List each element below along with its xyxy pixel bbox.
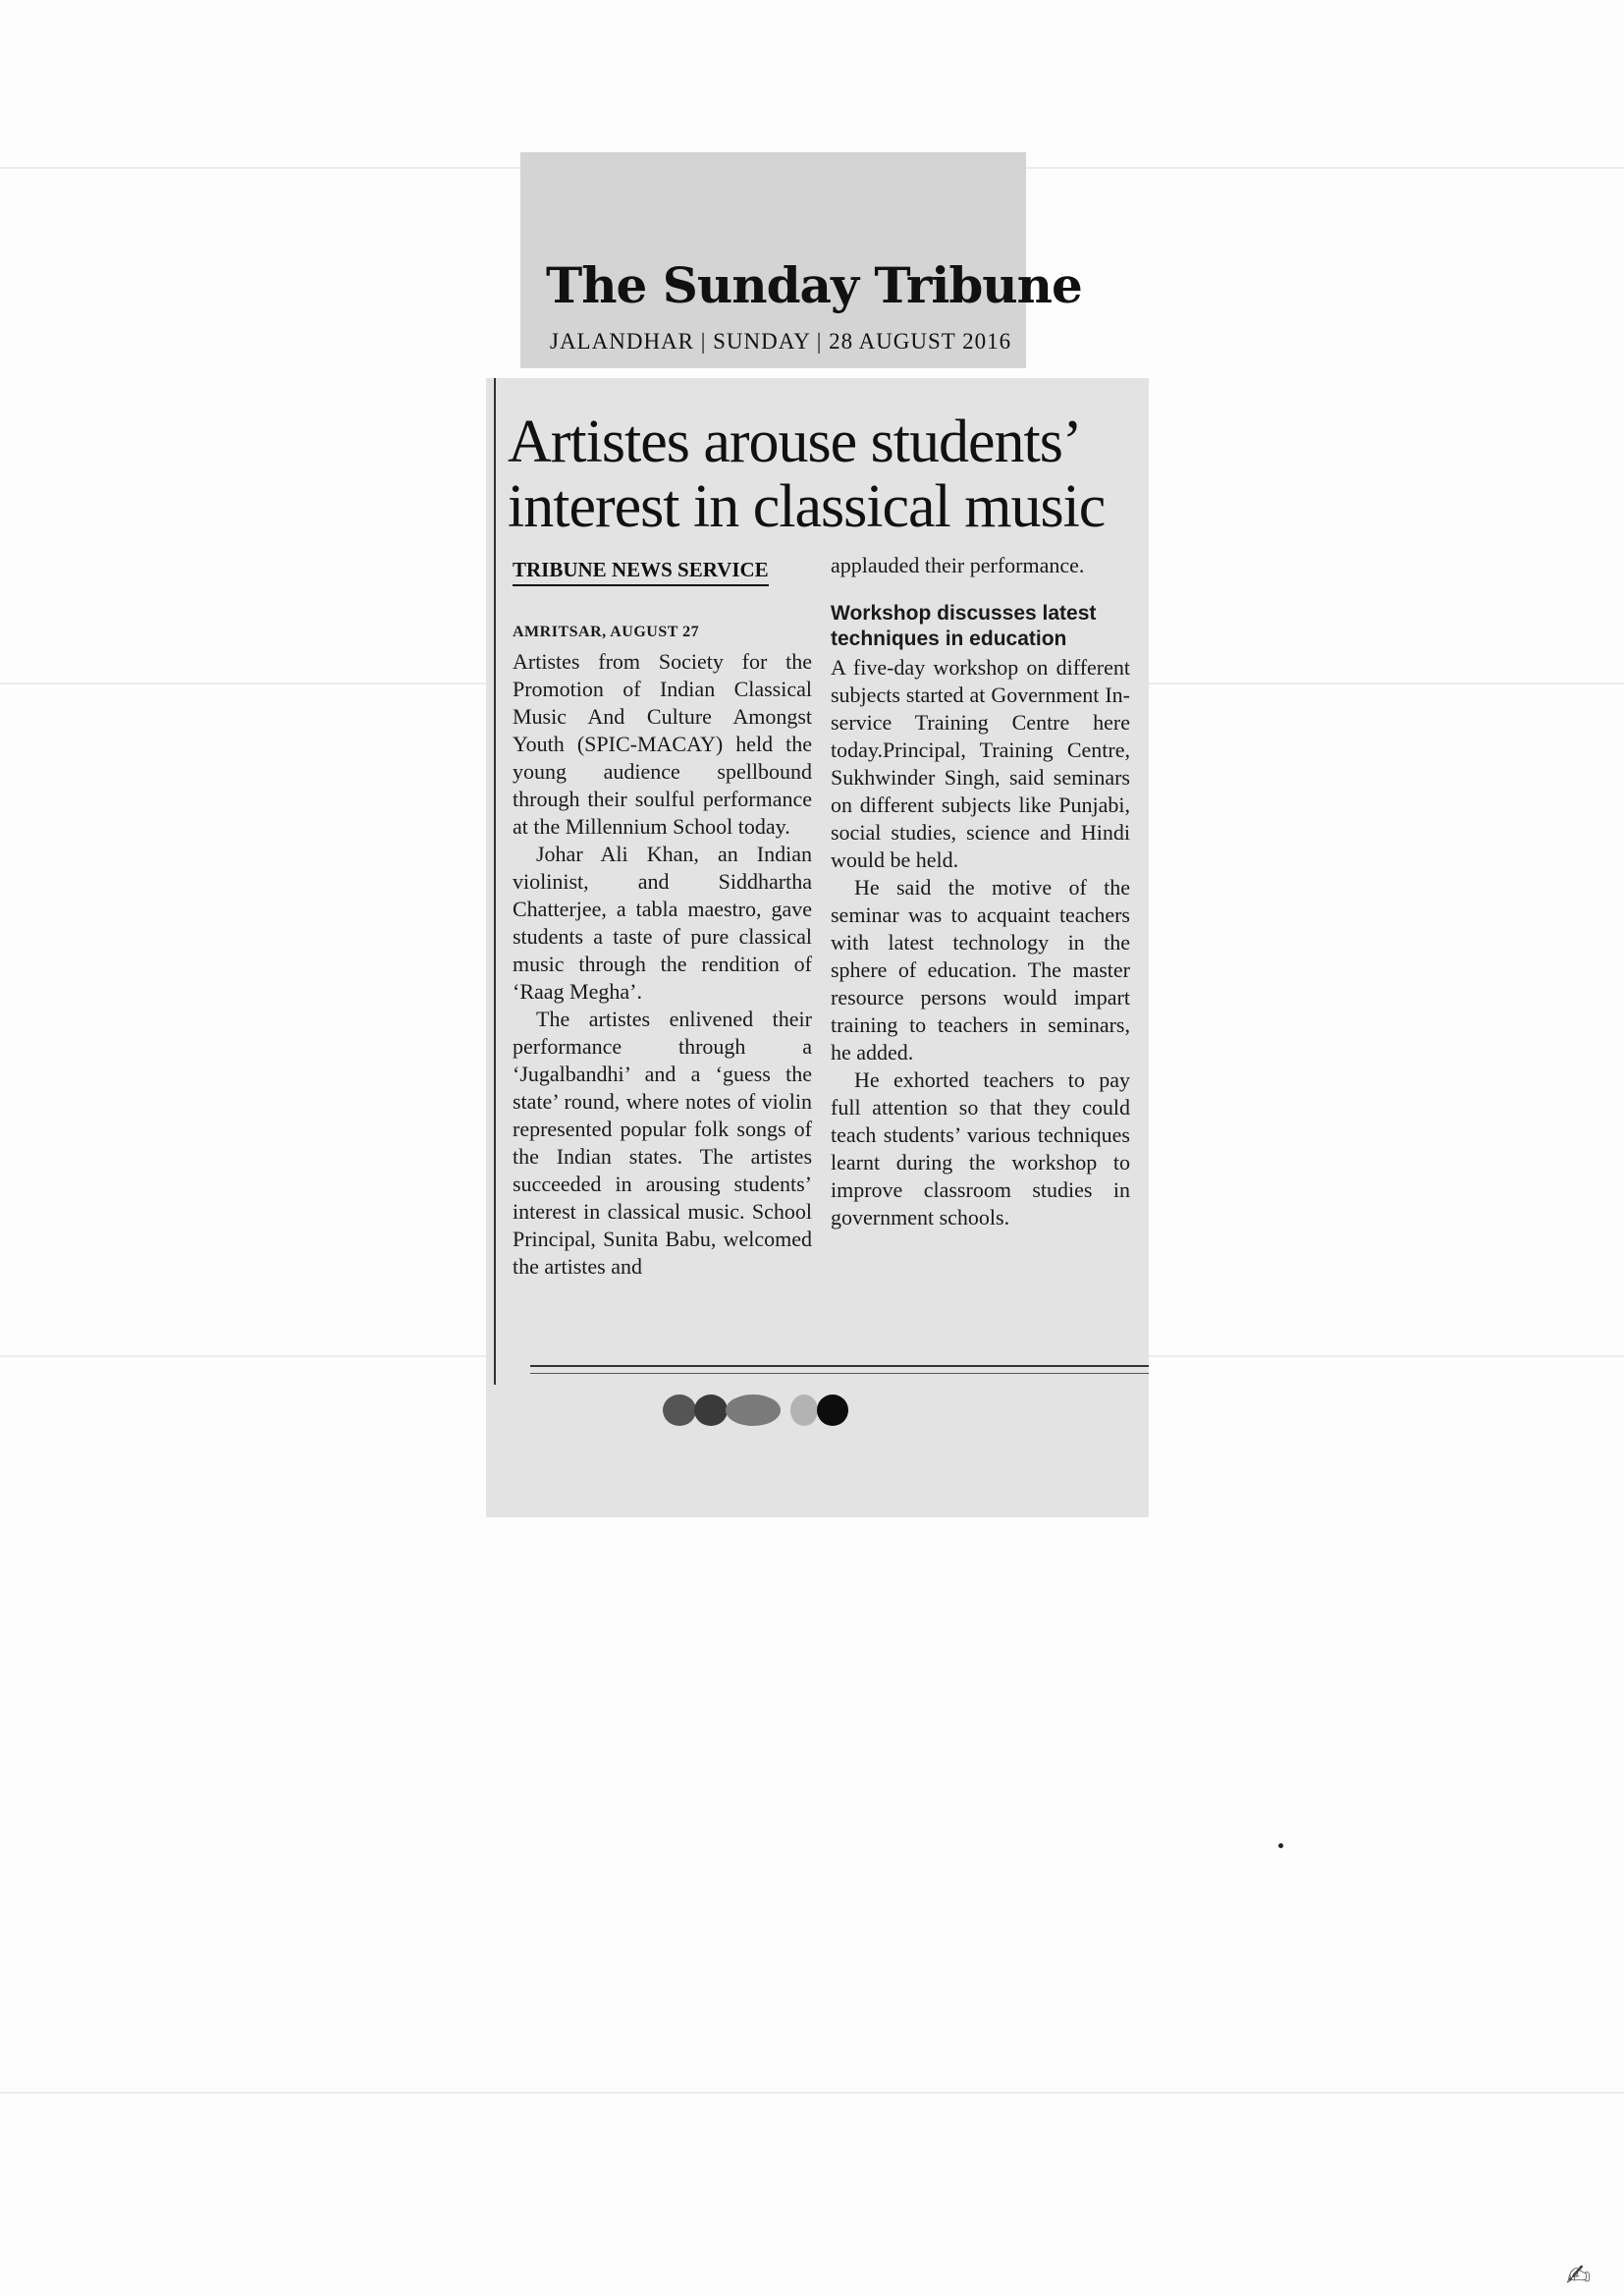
paragraph: A five-day workshop on different subjects started at Government In-service Training Centre here today.Principal, Training Centre, Sukhwinder Singh, said seminars on different subjects like Punjabi, social studies, science and Hindi would be held. (831, 655, 1130, 872)
article-headline: Artistes arouse students’ interest in classical music (508, 409, 1106, 540)
paragraph-continuation: applauded their performance. (831, 553, 1085, 577)
edition-dateline: JALANDHAR | SUNDAY | 28 AUGUST 2016 (550, 329, 1012, 354)
article-column-2 (831, 552, 1130, 1231)
ink-speck (1278, 1843, 1283, 1848)
page-number-mark-icon: ✍ (1566, 2259, 1592, 2293)
paragraph: He exhorted teachers to pay full attention so that they could teach students’ various techniques learnt during the workshop to improve classroom studies in government schools. (831, 1067, 1130, 1230)
bottom-rule (530, 1365, 1149, 1367)
column-rule (494, 378, 496, 1385)
article-dateline: AMRITSAR, AUGUST 27 (513, 624, 700, 640)
paragraph: Artistes from Society for the Promotion of Indian Classical Music And Culture Amongst Youth (SPIC-MACAY) held the young audience spellbound through their soulful performance at the Millennium School today. (513, 649, 812, 839)
newspaper-clipping (486, 378, 1149, 1517)
color-registration-dots-icon (663, 1390, 918, 1429)
paper-fold-line (0, 2092, 1624, 2094)
article-byline: TRIBUNE NEWS SERVICE (513, 558, 769, 586)
article-subhead: Workshop discusses latest techniques in education (831, 602, 1097, 650)
paragraph: Johar Ali Khan, an Indian violinist, and Siddhartha Chatterjee, a tabla maestro, gave students a taste of pure classical music through the rendition of ‘Raag Megha’. (513, 842, 812, 1004)
newspaper-name: The Sunday Tribune (546, 256, 1082, 314)
bottom-rule (530, 1373, 1149, 1374)
newspaper-masthead (520, 152, 1082, 368)
paragraph: He said the motive of the seminar was to acquaint teachers with latest technology in the sphere of education. The master resource persons would impart training to teachers in seminars, he added. (831, 875, 1130, 1065)
paragraph: The artistes enlivened their performance through a ‘Jugalbandhi’ and a ‘guess the state’ round, where notes of violin represented popular folk songs of the Indian states. The artistes succeeded in arousing students’ interest in classical music. School Principal, Sunita Babu, welcomed the artistes and (513, 1007, 812, 1279)
article-column-1 (513, 619, 812, 1281)
